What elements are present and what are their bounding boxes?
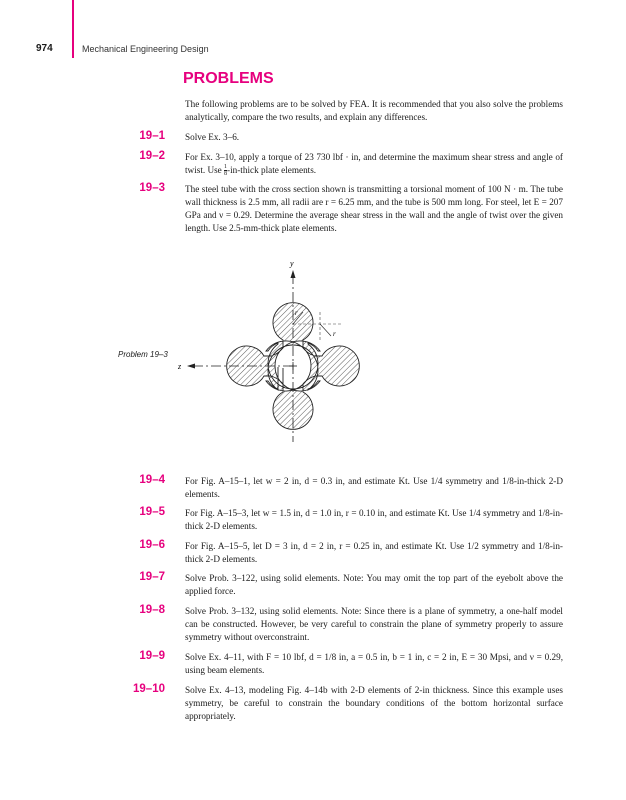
problem-number: 19–2 [139,150,165,162]
radius-label: r [295,309,298,317]
radius-line-2 [320,324,331,336]
problem-text: For Fig. A–15–5, let D = 3 in, d = 2 in, r = 0.25 in, and estimate Kt. Use 1/2 symmetry and 1/8-in-thick 2-D elements. [185,541,563,564]
problem-text: Solve Ex. 4–11, with F = 10 lbf, d = 1/8 in, a = 0.5 in, b = 1 in, c = 2 in, E = 30 Mpsi, and ν = 0.29, using beam elements. [185,652,563,675]
problem-text [185,151,563,177]
z-axis-label: z [178,362,182,371]
problem-number: 19–1 [139,130,165,142]
problem-number: 19–7 [139,571,165,583]
figure-label: Problem 19–3 [118,350,168,359]
fraction-denominator: 8 [224,171,228,178]
problem-text: Solve Prob. 3–132, using solid elements. Note: Since there is a plane of symmetry, a one-half model can be constructed. However, be very careful to constrain the plane of symmetry properly to assure symmetry without overconstraint. [185,606,563,642]
problem-text: Solve Ex. 3–6. [185,132,240,142]
problem-number: 19–3 [139,182,165,194]
tube-cross-section-figure [175,252,365,452]
problem-text-part-b: -in-thick plate elements. [227,165,317,175]
z-axis-arrow [187,364,195,369]
problem-number: 19–10 [133,683,165,695]
problem-number: 19–8 [139,604,165,616]
section-title: PROBLEMS [183,70,274,87]
problem-number: 19–9 [139,650,165,662]
fraction-numerator: 1 [224,164,228,171]
problem-text: The steel tube with the cross section shown is transmitting a torsional moment of 100 N · m. The tube wall thickness is 2.5 mm, all radii are r = 6.25 mm, and the tube is 500 mm long. For steel, let E = 207 GPa and ν = 0.29. Determine the average shear stress in the wall and the angle of twist over the given length. Use 2.5-mm-thick plate elements. [185,184,563,233]
problem-text-part-a: For Ex. 3–10, apply a torque of 23 730 lbf · in, and determine the maximum shear stress and angle of twist. Use [185,152,563,175]
y-axis-arrow [291,270,296,278]
margin-rule [72,0,74,58]
page-number: 974 [36,43,53,54]
problem-text: Solve Prob. 3–122, using solid elements. Note: You may omit the top part of the eyebolt above the applied force. [185,573,563,596]
y-axis-label: y [290,259,294,268]
intro-paragraph: The following problems are to be solved by FEA. It is recommended that you also solve the problems analytically, compare the two results, and explain any differences. [185,99,563,122]
problem-number: 19–6 [139,539,165,551]
problem-text: Solve Ex. 4–13, modeling Fig. 4–14b with 2-D elements of 2-in thickness. Since this example uses symmetry, be careful to constrain the boundary conditions of the bottom horizontal surface appropriately. [185,685,563,721]
problem-number: 19–5 [139,506,165,518]
radius-label-2: r [333,330,336,338]
problem-number: 19–4 [139,474,165,486]
problem-text: For Fig. A–15–1, let w = 2 in, d = 0.3 in, and estimate Kt. Use 1/4 symmetry and 1/8-in-thick 2-D elements. [185,476,563,499]
cross-section-svg [175,252,365,447]
running-head: Mechanical Engineering Design [82,44,209,54]
problem-text: For Fig. A–15–3, let w = 1.5 in, d = 1.0 in, r = 0.10 in, and estimate Kt. Use 1/4 symmetry and 1/8-in-thick 2-D elements. [185,508,563,531]
